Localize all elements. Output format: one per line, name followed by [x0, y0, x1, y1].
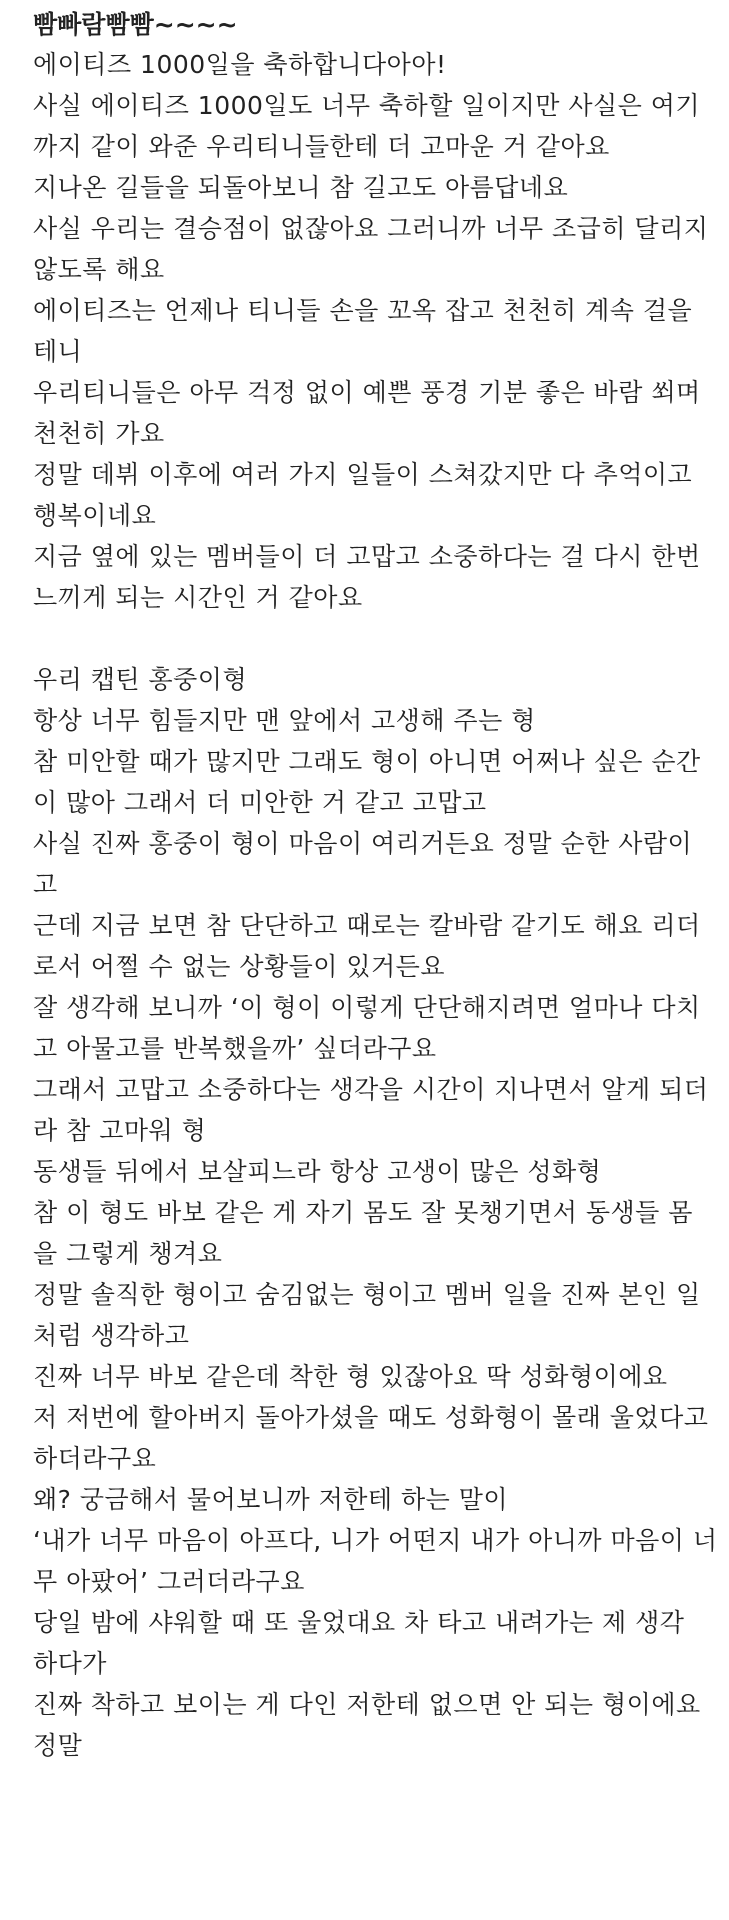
text-line: 고 아물고를 반복했을까’ 싶더라구요: [33, 1034, 437, 1063]
document-body: [33, 6, 718, 1766]
text-line: 무 아팠어’ 그러더라구요: [33, 1567, 305, 1596]
text-line: 정말 솔직한 형이고 숨김없는 형이고 멤버 일을 진짜 본인 일: [33, 1280, 701, 1309]
text-line: 하다가: [33, 1649, 107, 1678]
text-line: 을 그렇게 챙겨요: [33, 1239, 223, 1268]
text-line: 우리 캡틴 홍중이형: [33, 665, 248, 694]
text-line: 그래서 고맙고 소중하다는 생각을 시간이 지나면서 알게 되더: [33, 1075, 709, 1104]
text-line: 저 저번에 할아버지 돌아가셨을 때도 성화형이 몰래 울었다고: [33, 1403, 709, 1432]
text-line: 정말 데뷔 이후에 여러 가지 일들이 스쳐갔지만 다 추억이고: [33, 460, 693, 489]
text-line: 느끼게 되는 시간인 거 같아요: [33, 583, 363, 612]
text-line: 로서 어쩔 수 없는 상황들이 있거든요: [33, 952, 445, 981]
text-line: 않도록 해요: [33, 255, 165, 284]
blank-line: [33, 618, 713, 659]
text-line: 라 참 고마워 형: [33, 1116, 207, 1145]
text-line: 고: [33, 870, 58, 899]
text-line: 까지 같이 와준 우리티니들한테 더 고마운 거 같아요: [33, 132, 610, 161]
text-line: 잘 생각해 보니까 ‘이 형이 이렇게 단단해지려면 얼마나 다치: [33, 993, 701, 1022]
text-line: 사실 진짜 홍중이 형이 마음이 여리거든요 정말 순한 사람이: [33, 829, 693, 858]
text-line: 처럼 생각하고: [33, 1321, 190, 1350]
text-line: 우리티니들은 아무 걱정 없이 예쁜 풍경 기분 좋은 바람 쐬며: [33, 378, 701, 407]
text-line: 에이티즈는 언제나 티니들 손을 꼬옥 잡고 천천히 계속 걸을: [33, 296, 693, 325]
text-line: 행복이네요: [33, 501, 157, 530]
post-title: 빰빠람빰빰~~~~: [33, 10, 238, 39]
text-line: 참 미안할 때가 많지만 그래도 형이 아니면 어쩌나 싶은 순간: [33, 747, 701, 776]
text-line: 지금 옆에 있는 멤버들이 더 고맙고 소중하다는 걸 다시 한번: [33, 542, 701, 571]
text-line: 테니: [33, 337, 83, 366]
text-line: ‘내가 너무 마음이 아프다, 니가 어떤지 내가 아니까 마음이 너: [33, 1526, 718, 1555]
text-line: 항상 너무 힘들지만 맨 앞에서 고생해 주는 형: [33, 706, 536, 735]
text-line: 왜? 궁금해서 물어보니까 저한테 하는 말이: [33, 1485, 509, 1514]
text-line: 정말: [33, 1731, 83, 1760]
text-line: 동생들 뒤에서 보살피느라 항상 고생이 많은 성화형: [33, 1157, 602, 1186]
text-line: 천천히 가요: [33, 419, 165, 448]
text-line: 진짜 너무 바보 같은데 착한 형 있잖아요 딱 성화형이에요: [33, 1362, 668, 1391]
text-line: 당일 밤에 샤워할 때 또 울었대요 차 타고 내려가는 제 생각: [33, 1608, 685, 1637]
text-line: 지나온 길들을 되돌아보니 참 길고도 아름답네요: [33, 173, 569, 202]
text-line: 진짜 착하고 보이는 게 다인 저한테 없으면 안 되는 형이에요: [33, 1690, 701, 1719]
text-line: 이 많아 그래서 더 미안한 거 같고 고맙고: [33, 788, 487, 817]
text-line: 하더라구요: [33, 1444, 157, 1473]
text-line: 참 이 형도 바보 같은 게 자기 몸도 잘 못챙기면서 동생들 몸: [33, 1198, 693, 1227]
text-line: 사실 에이티즈 1000일도 너무 축하할 일이지만 사실은 여기: [33, 91, 701, 120]
text-line: 근데 지금 보면 참 단단하고 때로는 칼바람 같기도 해요 리더: [33, 911, 701, 940]
text-line: 사실 우리는 결승점이 없잖아요 그러니까 너무 조급히 달리지: [33, 214, 709, 243]
text-line: 에이티즈 1000일을 축하합니다아아!: [33, 50, 447, 79]
